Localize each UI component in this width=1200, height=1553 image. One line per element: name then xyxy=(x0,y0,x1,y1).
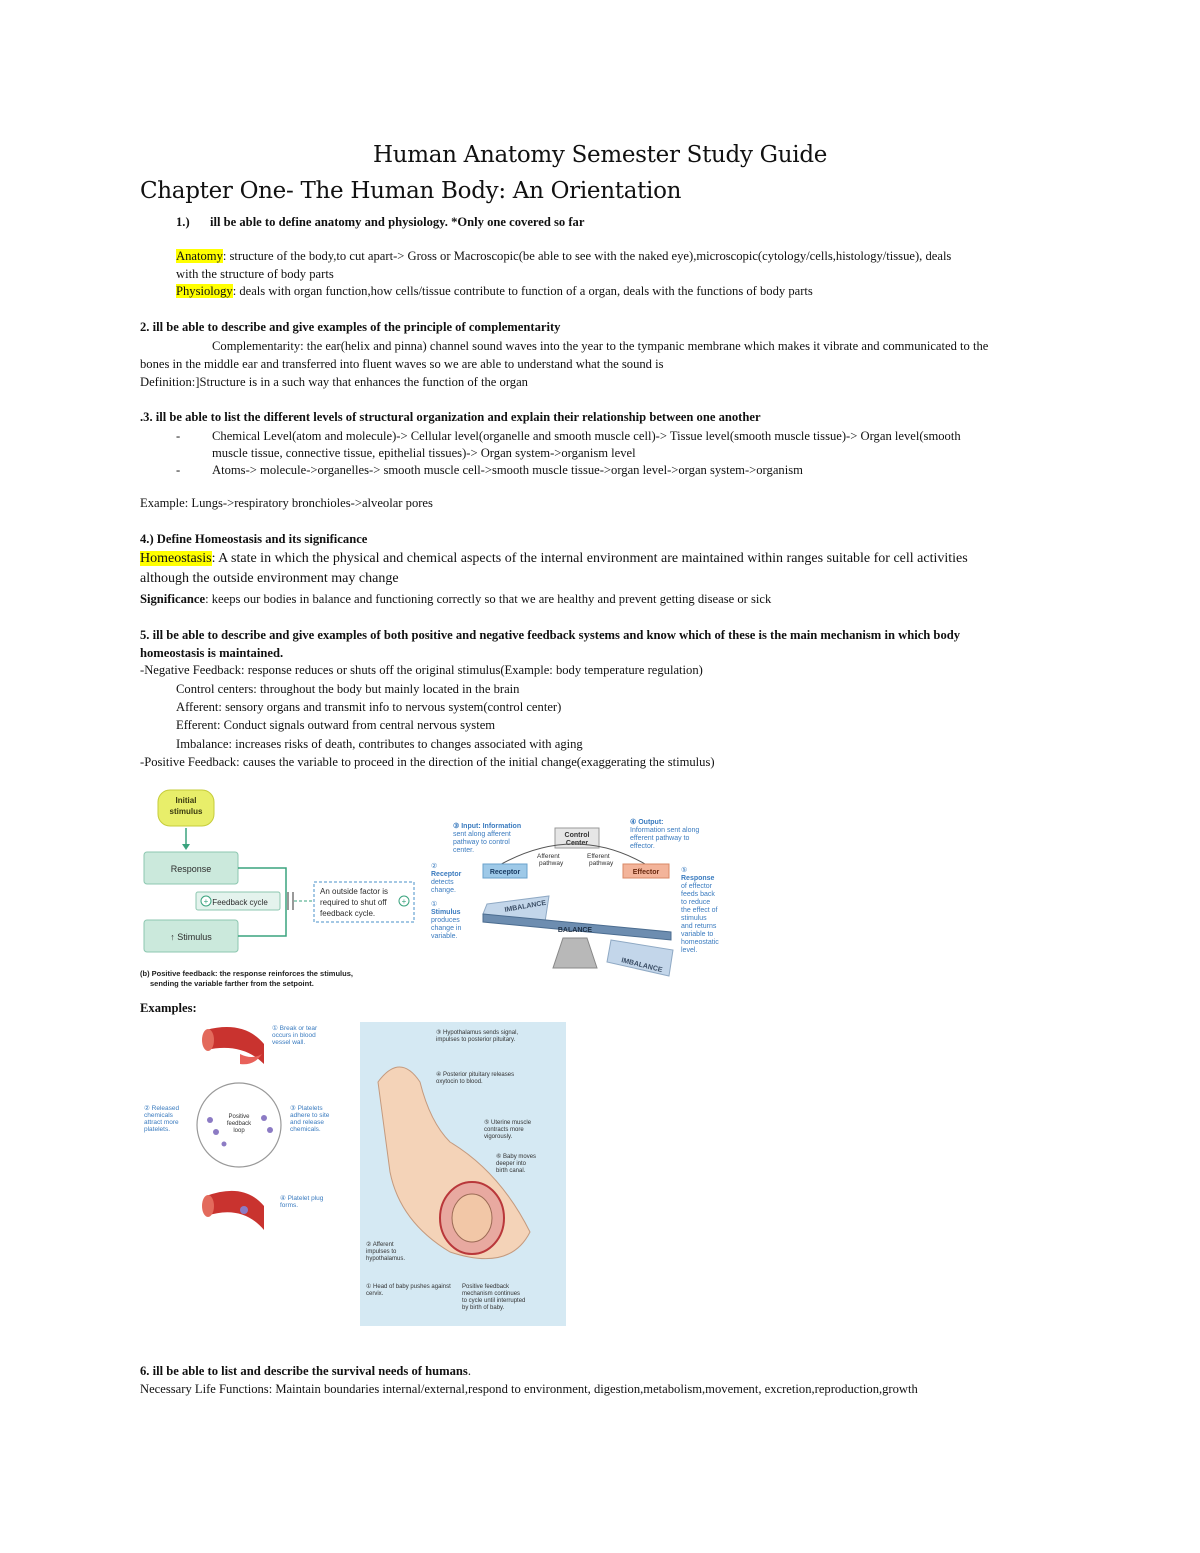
feedback-cycle-label: Feedback cycle xyxy=(212,898,268,907)
birth-note-1a: ① Head of baby pushes against xyxy=(366,1284,451,1290)
response-note-5: to reduce xyxy=(681,899,711,906)
birth-note-5a: ⑤ Uterine muscle xyxy=(484,1120,532,1126)
section-3-heading: .3. ill be able to list the different levels of structural organization and explain their relationship between one another xyxy=(140,410,761,424)
levels-bullet-1-cont: muscle tissue, connective tissue, epithelial tissues)-> Organ system->organism level xyxy=(212,446,636,460)
input-note-1: ③ Input: Information xyxy=(453,823,522,830)
birth-cycle-1: Positive feedback xyxy=(462,1284,510,1290)
vessel-opening-icon xyxy=(202,1195,214,1217)
section-5-heading-cont: homeostasis is maintained. xyxy=(140,646,284,660)
vessel-opening-icon xyxy=(202,1029,214,1051)
response-note-3: of effector xyxy=(681,883,713,890)
birth-cycle-4: by birth of baby. xyxy=(462,1305,505,1311)
anatomy-definition-cont: with the structure of body parts xyxy=(176,267,334,281)
clot-note-4a: ④ Platelet plug xyxy=(280,1195,324,1202)
clot-note-1a: ① Break or tear xyxy=(272,1025,318,1032)
stimulus-note-4: change in xyxy=(431,925,462,932)
birth-note-4b: oxytocin to blood. xyxy=(436,1079,483,1085)
imbalance-label-right: IMBALANCE xyxy=(620,957,663,975)
loop-label-3: loop xyxy=(233,1128,245,1134)
physiology-definition xyxy=(176,282,813,300)
birth-note-2c: hypothalamus. xyxy=(366,1256,406,1262)
birth-note-5c: vigorously. xyxy=(484,1134,513,1140)
clot-note-3c: and release xyxy=(290,1119,324,1126)
physiology-term: Physiology xyxy=(176,284,233,298)
platelet-icon xyxy=(213,1129,219,1135)
anatomy-term: Anatomy xyxy=(176,249,223,263)
birth-note-6c: birth canal. xyxy=(496,1168,526,1174)
examples-label: Examples: xyxy=(140,1001,197,1015)
physiology-text: : deals with organ function,how cells/tissue contribute to function of a organ, deals with the functions of body parts xyxy=(232,284,813,298)
significance-term: Significance xyxy=(140,592,206,606)
positive-feedback-line: -Positive Feedback: causes the variable to proceed in the direction of the initial change(exaggerating the stimulus) xyxy=(140,755,715,769)
significance-line xyxy=(140,590,771,608)
receptor-note-2: Receptor xyxy=(431,871,462,878)
clot-note-2d: platelets. xyxy=(144,1126,171,1133)
birth-cycle-2: mechanism continues xyxy=(462,1291,521,1297)
outside-factor-line-3: feedback cycle. xyxy=(320,909,376,918)
levels-example: Example: Lungs->respiratory bronchioles->alveolar pores xyxy=(140,496,433,510)
anatomy-text: : structure of the body,to cut apart-> Gross or Macroscopic(be able to see with the naked eye),microscopic(cytology/cells,histology/tissue), deals xyxy=(222,249,952,263)
afferent-line: Afferent: sensory organs and transmit info to nervous system(control center) xyxy=(176,700,562,714)
section-4-heading: 4.) Define Homeostasis and its significance xyxy=(140,532,368,546)
response-note-9: variable to xyxy=(681,931,714,938)
plus-glyph: + xyxy=(203,897,209,906)
initial-label: Initial xyxy=(175,796,197,805)
loop-label-2: feedback xyxy=(226,1121,252,1127)
complementarity-definition: Definition:]Structure is in a such way that enhances the function of the organ xyxy=(140,375,528,389)
platelet-icon xyxy=(267,1127,273,1133)
clot-note-1c: vessel wall. xyxy=(272,1039,306,1046)
section-5-heading: 5. ill be able to describe and give examples of both positive and negative feedback systems and know which of these is the main mechanism in which body xyxy=(140,628,961,642)
birth-note-3a: ③ Hypothalamus sends signal, xyxy=(436,1030,519,1036)
receptor-label: Receptor xyxy=(489,869,521,876)
imbalance-label-left: IMBALANCE xyxy=(504,899,547,914)
response-label: Response xyxy=(170,864,212,874)
survival-needs-line: Necessary Life Functions: Maintain boundaries internal/external,respond to environment, digestion,metabolism,movement, excretion,reproduction,growth xyxy=(140,1382,918,1396)
platelet-icon xyxy=(222,1142,227,1147)
homeostasis-term: Homeostasis xyxy=(140,551,212,566)
imbalance-band-right xyxy=(607,940,673,976)
receptor-note-1: ② xyxy=(431,863,438,870)
clot-note-2c: attract more xyxy=(144,1119,179,1126)
homeostasis-definition xyxy=(140,550,968,568)
baby-icon xyxy=(452,1194,492,1242)
output-note-3: efferent pathway to xyxy=(630,835,690,842)
stimulus-note-1: ① xyxy=(431,901,438,908)
efferent-label: Efferent xyxy=(587,853,610,860)
vessel-bottom-icon xyxy=(206,1191,264,1230)
efferent-line: Efferent: Conduct signals outward from central nervous system xyxy=(176,718,496,732)
blood-clotting-figure xyxy=(144,1020,344,1242)
response-note-10: homeostatic xyxy=(681,939,719,946)
response-note xyxy=(681,866,719,954)
document-title: Human Anatomy Semester Study Guide xyxy=(372,142,828,168)
platelet-plug-icon xyxy=(240,1206,248,1214)
birth-note-4a: ④ Posterior pituitary releases xyxy=(436,1072,515,1078)
chapter-heading: Chapter One- The Human Body: An Orientation xyxy=(140,178,682,204)
levels-bullet-2: Atoms-> molecule->organelles-> smooth muscle cell->smooth muscle tissue->organ level->organ system->organism xyxy=(212,463,803,477)
afferent-label: Afferent xyxy=(537,853,560,860)
significance-text: : keeps our bodies in balance and functioning correctly so that we are healthy and prevent getting disease or sick xyxy=(205,592,772,606)
clot-note-4b: forms. xyxy=(280,1202,299,1209)
birth-note-2a: ② Afferent xyxy=(366,1242,394,1248)
fulcrum xyxy=(553,938,597,968)
stimulus-note-3: produces xyxy=(431,917,460,924)
clot-note-3d: chemicals. xyxy=(290,1126,321,1133)
homeostasis-definition-cont: although the outside environment may change xyxy=(140,571,399,586)
effector-label: Effector xyxy=(632,869,660,876)
section-2-heading: 2. ill be able to describe and give examples of the principle of complementarity xyxy=(140,320,561,334)
input-note-3: pathway to control xyxy=(453,839,510,846)
birth-note-3b: impulses to posterior pituitary. xyxy=(436,1037,516,1043)
imbalance-line: Imbalance: increases risks of death, contributes to changes associated with aging xyxy=(176,737,583,751)
afferent-pathway: pathway xyxy=(539,860,564,867)
clot-note-3a: ③ Platelets xyxy=(290,1105,323,1112)
clot-note-2a: ② Released xyxy=(144,1105,180,1112)
output-note-4: effector. xyxy=(630,843,655,850)
figure-caption-1: (b) Positive feedback: the response reinforces the stimulus, xyxy=(140,969,353,978)
output-note-1: ④ Output: xyxy=(630,819,664,826)
section-6-heading-text: 6. ill be able to list and describe the survival needs of humans xyxy=(140,1364,468,1378)
section-6-heading-period: . xyxy=(467,1364,471,1378)
birth-note-2b: impulses to xyxy=(366,1249,397,1255)
receptor-note-3: detects xyxy=(431,879,454,886)
childbirth-feedback-figure xyxy=(360,1022,566,1326)
homeostasis-balance-figure xyxy=(425,814,737,992)
response-note-7: stimulus xyxy=(681,915,707,922)
clot-note-1b: occurs in blood xyxy=(272,1032,316,1039)
section-6-heading xyxy=(140,1362,471,1380)
complementarity-line-2: bones in the middle ear and transferred into fluent waves so we are able to understand what the sound is xyxy=(140,357,664,371)
plus-glyph: + xyxy=(401,897,407,906)
stimulus-box-label: ↑ Stimulus xyxy=(170,932,212,942)
platelet-icon xyxy=(207,1117,213,1123)
birth-note-6a: ⑥ Baby moves xyxy=(496,1154,537,1160)
receptor-note-4: change. xyxy=(431,887,456,894)
stimulus-note-2: Stimulus xyxy=(431,909,461,916)
loop-label-1: Positive xyxy=(228,1114,250,1120)
figure-caption-2: sending the variable farther from the setpoint. xyxy=(150,979,314,988)
arrowhead xyxy=(182,844,190,850)
birth-note-6b: deeper into xyxy=(496,1161,527,1167)
bullet-dash: - xyxy=(176,429,181,443)
control-label: Control xyxy=(564,832,590,839)
anatomy-definition xyxy=(176,247,951,265)
response-note-4: feeds back xyxy=(681,891,715,898)
bullet-dash: - xyxy=(176,463,181,477)
levels-bullet-1: Chemical Level(atom and molecule)-> Cellular level(organelle and smooth muscle cell)-> Tissue level(smooth muscle tissue)-> Organ level(smooth xyxy=(212,429,961,443)
response-note-1: ⑤ xyxy=(681,867,688,874)
outside-factor-line-1: An outside factor is xyxy=(320,887,389,896)
section-1-heading: ill be able to define anatomy and physiology. *Only one covered so far xyxy=(210,215,585,229)
center-label: Center xyxy=(565,840,589,847)
balance-label: BALANCE xyxy=(557,927,593,934)
stimulus-label: stimulus xyxy=(169,807,203,816)
birth-cycle-3: to cycle until interrupted xyxy=(462,1298,526,1304)
negative-feedback-line: -Negative Feedback: response reduces or shuts off the original stimulus(Example: body temperature regulation) xyxy=(140,663,703,677)
response-note-2: Response xyxy=(681,875,715,882)
stimulus-note-5: variable. xyxy=(431,933,458,940)
birth-note-5b: contracts more xyxy=(484,1127,524,1133)
control-centers-line: Control centers: throughout the body but mainly located in the brain xyxy=(176,682,520,696)
outside-factor-line-2: required to shut off xyxy=(320,898,387,907)
response-note-11: level. xyxy=(681,947,698,954)
efferent-pathway: pathway xyxy=(589,860,614,867)
output-note-2: Information sent along xyxy=(630,827,700,834)
clot-note-2b: chemicals xyxy=(144,1112,173,1119)
complementarity-line-1: Complementarity: the ear(helix and pinna) channel sound waves into the year to the tympanic membrane which makes it vibrate and communicated to the xyxy=(212,339,989,353)
homeostasis-text: : A state in which the physical and chemical aspects of the internal environment are maintained within ranges suitable for cell activities xyxy=(211,551,968,566)
platelet-icon xyxy=(261,1115,267,1121)
input-note-2: sent along afferent xyxy=(453,831,511,838)
section-1-number: 1.) xyxy=(176,215,190,229)
positive-feedback-cycle-figure xyxy=(136,786,421,994)
response-note-8: and returns xyxy=(681,923,717,930)
response-note-6: the effect of xyxy=(681,907,718,914)
clot-note-3b: adhere to site xyxy=(290,1112,330,1119)
birth-note-1b: cervix. xyxy=(366,1291,384,1297)
input-note-4: center. xyxy=(453,847,475,854)
